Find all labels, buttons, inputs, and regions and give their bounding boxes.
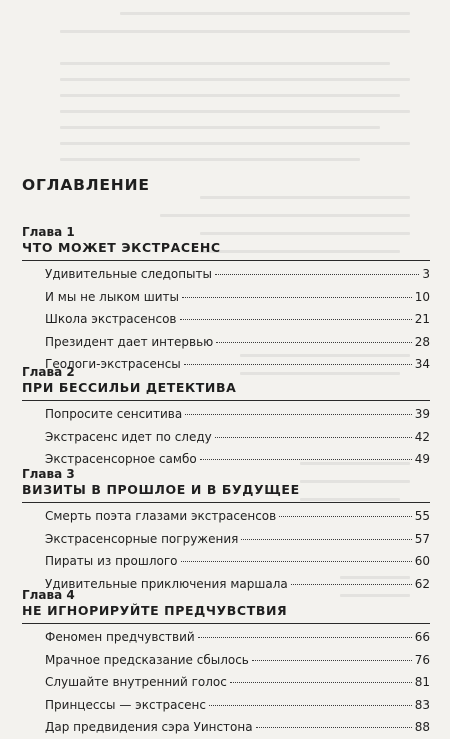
chapter-title: ВИЗИТЫ В ПРОШЛОЕ И В БУДУЩЕЕ — [22, 482, 430, 503]
leader-dots — [256, 727, 412, 728]
chapter-3 — [22, 467, 430, 595]
toc-entry-title: Слушайте внутренний голос — [45, 675, 227, 689]
toc-entry[interactable] — [22, 649, 430, 672]
chapter-4 — [22, 588, 430, 739]
toc-entry-page: 10 — [414, 289, 430, 304]
toc-entry[interactable] — [22, 505, 430, 528]
chapter-label: Глава 4 — [22, 588, 75, 602]
leader-dots — [200, 459, 412, 460]
toc-entry[interactable] — [22, 528, 430, 551]
toc-entry[interactable] — [22, 308, 430, 331]
chapter-2 — [22, 365, 430, 471]
toc-entry-page: 60 — [414, 554, 430, 568]
leader-dots — [182, 297, 412, 298]
toc-entry-title: Феномен предчувствий — [45, 630, 195, 644]
leader-dots — [180, 319, 412, 320]
toc-entry[interactable] — [22, 426, 430, 449]
leader-dots — [215, 437, 412, 438]
toc-entry-title: Школа экстрасенсов — [45, 312, 177, 326]
toc-entry-title: Экстрасенс идет по следу — [45, 429, 212, 444]
toc-entry-page: 28 — [414, 334, 430, 349]
leader-dots — [252, 660, 412, 661]
chapter-title: ПРИ БЕССИЛЬИ ДЕТЕКТИВА — [22, 380, 430, 401]
toc-entry-page: 81 — [414, 675, 430, 689]
toc-entry-title: Экстрасенсорные погружения — [45, 531, 239, 546]
toc-entry-page: 57 — [414, 531, 430, 546]
toc-entry-page: 66 — [414, 630, 430, 644]
chapter-label: Глава 1 — [22, 225, 75, 239]
leader-dots — [198, 637, 412, 638]
toc-entry-title: Экстрасенсорное самбо — [45, 452, 197, 466]
toc-entry-title: Принцессы — экстрасенс — [45, 697, 206, 712]
toc-entry-page: 49 — [414, 452, 430, 466]
leader-dots — [216, 342, 411, 343]
leader-dots — [209, 705, 412, 706]
toc-entry-page: 21 — [414, 312, 430, 326]
toc-entry-page: 42 — [414, 429, 430, 444]
toc-entry[interactable] — [22, 671, 430, 694]
leader-dots — [241, 539, 411, 540]
toc-entry-page: 3 — [422, 267, 430, 281]
toc-entry[interactable] — [22, 694, 430, 717]
toc-entry-page: 88 — [414, 720, 430, 734]
leader-dots — [185, 414, 412, 415]
toc-entry-page: 62 — [414, 576, 430, 591]
toc-entry-page: 83 — [414, 697, 430, 712]
toc-entry[interactable] — [22, 716, 430, 739]
leader-dots — [291, 584, 412, 585]
toc-entry-page: 34 — [414, 357, 430, 371]
chapter-label: Глава 3 — [22, 467, 75, 481]
chapter-title: НЕ ИГНОРИРУЙТЕ ПРЕДЧУВСТВИЯ — [22, 603, 430, 624]
toc-entry-title: Попросите сенситива — [45, 407, 183, 421]
toc-entry-title: Дар предвидения сэра Уинстона — [45, 720, 253, 734]
toc-entry-title: Смерть поэта глазами экстрасенсов — [45, 509, 277, 523]
toc-entry-page: 55 — [414, 509, 430, 523]
toc-entry[interactable] — [22, 550, 430, 573]
leader-dots — [230, 682, 412, 683]
toc-entry[interactable] — [22, 286, 430, 309]
toc-entry[interactable] — [22, 626, 430, 649]
toc-entry-title: И мы не лыком шиты — [45, 289, 180, 304]
chapter-1 — [22, 225, 430, 376]
toc-entry-title: Удивительные следопыты — [45, 267, 212, 281]
chapter-title: ЧТО МОЖЕТ ЭКСТРАСЕНС — [22, 240, 430, 261]
toc-entry[interactable] — [22, 331, 430, 354]
toc-heading: ОГЛАВЛЕНИЕ — [22, 176, 150, 194]
leader-dots — [181, 561, 412, 562]
toc-entry-page: 76 — [414, 652, 430, 667]
leader-dots — [279, 516, 412, 517]
toc-entry-title: Президент дает интервью — [45, 334, 214, 349]
leader-dots — [215, 274, 419, 275]
toc-entry-title: Удивительные приключения маршала — [45, 576, 288, 591]
toc-entry-title: Мрачное предсказание сбылось — [45, 652, 249, 667]
toc-entry[interactable] — [22, 403, 430, 426]
toc-entry[interactable] — [22, 263, 430, 286]
chapter-label: Глава 2 — [22, 365, 75, 379]
toc-entry-title: Геологи-экстрасенсы — [45, 357, 181, 371]
toc-entry-title: Пираты из прошлого — [45, 554, 178, 568]
toc-entry-page: 39 — [414, 407, 430, 421]
